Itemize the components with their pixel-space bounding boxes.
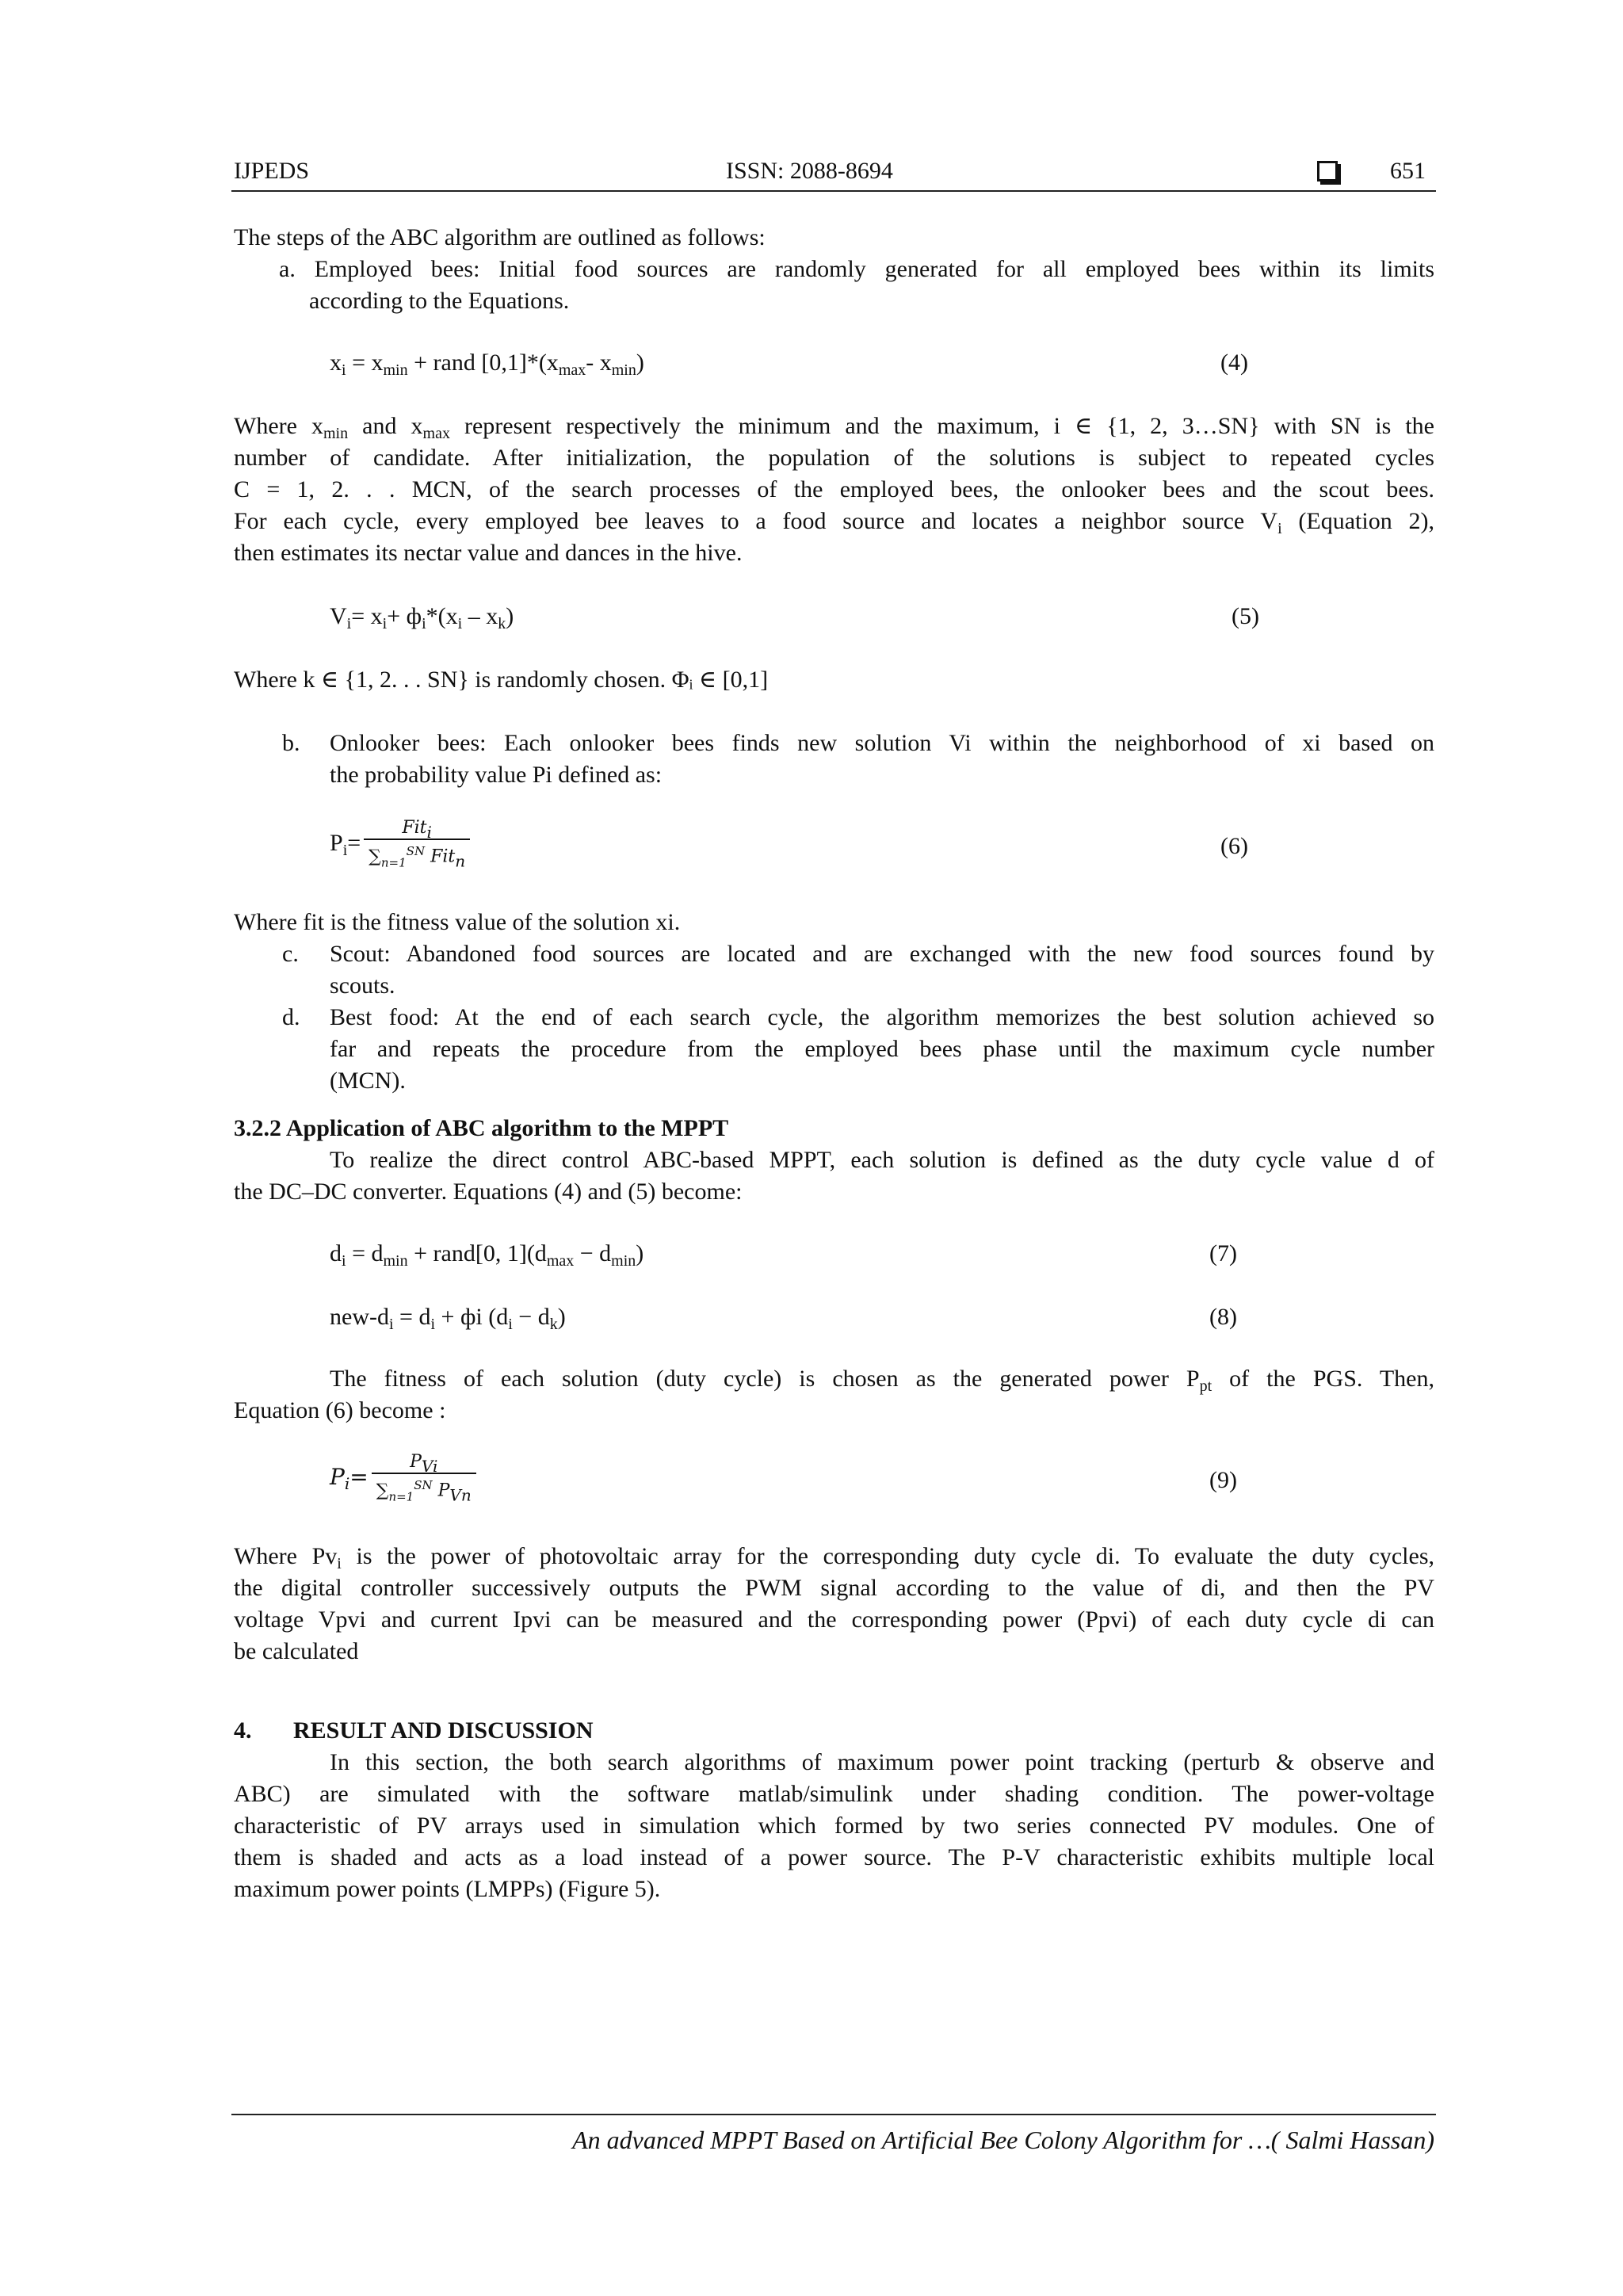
section-4-heading: RESULT AND DISCUSSION [293, 1717, 594, 1744]
square-bullet-icon [1317, 161, 1338, 181]
step-d-line-1: Best food: At the end of each search cycle, the algorithm memorizes the best solution achieved so [330, 1004, 1434, 1030]
equation-5-number: (5) [1232, 603, 1259, 629]
equation-4-number: (4) [1220, 350, 1248, 376]
pv-b: is the power of photovoltaic array for the corresponding duty cycle di. To evaluate the duty cycles, [341, 1543, 1434, 1569]
equation-6: $P_i=$ $\frac{Fit_i}{\sum_{n=1}^{SN} Fit_n}$ [330, 818, 470, 868]
step-c-marker: c. [282, 941, 299, 967]
equation-4: $x_i = x_{min}$ + rand $[0,1]*(x_{max}-$ $x_{min}$) [330, 350, 644, 379]
step-d-line-2: far and repeats the procedure from the employed bees phase until the maximum cycle number [330, 1036, 1434, 1062]
line4-a: For each cycle, every employed bee leaves to a food source and locates a neighbor source V [234, 508, 1278, 534]
page-number: 651 [1390, 158, 1426, 184]
header-rule [231, 190, 1436, 192]
fitness-b: of the PGS. Then, [1212, 1366, 1434, 1392]
equation-8-number: (8) [1209, 1304, 1237, 1330]
step-a-line-2: according to the Equations. [309, 288, 570, 314]
fitness-a: The fitness of each solution (duty cycle) is chosen as the generated power P [330, 1366, 1200, 1392]
section-4-line-2: ABC) are simulated with the software matlab/simulink under shading condition. The power-voltage [234, 1781, 1434, 1807]
section-322-line-2: the DC–DC converter. Equations (4) and (5) become: [234, 1179, 743, 1205]
where-para-1-line-5: then estimates its nectar value and dances in the hive. [234, 540, 743, 566]
where-text-c: represent respectively the minimum and the maximum, i ∈ {1, 2, 3…SN} with SN is the [449, 413, 1434, 439]
pv-para-line-3: voltage Vpvi and current Ipvi can be measured and the corresponding power (Ppvi) of each duty cycle di can [234, 1606, 1434, 1633]
where-para-1-line-1 [234, 411, 1434, 442]
intro-text: The steps of the ABC algorithm are outlined as follows: [234, 224, 766, 250]
fitness-para-line-1 [330, 1363, 1434, 1395]
pv-sub: i [337, 1555, 342, 1572]
line4-sub: i [1277, 520, 1282, 537]
pv-a: Where Pv [234, 1543, 338, 1569]
step-c-line-2: scouts. [330, 972, 395, 999]
fitness-sub: pt [1199, 1377, 1212, 1395]
step-b-marker: b. [282, 730, 300, 756]
line4-b: (Equation 2), [1281, 508, 1434, 534]
step-b-line-2: the probability value Pi defined as: [330, 762, 663, 788]
where-para-1-line-2: number of candidate. After initialization, the population of the solutions is subject to repeated cycles [234, 445, 1434, 471]
where-para-1-line-4 [234, 506, 1434, 537]
where-sub-min: min [323, 425, 349, 442]
equation-7-number: (7) [1209, 1240, 1237, 1266]
section-4-line-4: them is shaded and acts as a load instead of a power source. The P-V characteristic exhibits multiple local [234, 1844, 1434, 1870]
running-title: An advanced MPPT Based on Artificial Bee Colony Algorithm for …( Salmi Hassan) [572, 2126, 1434, 2154]
footer-rule [231, 2114, 1436, 2115]
equation-5: $V_i= x_i+ ф_i*(x_i - x_k)$ [330, 603, 514, 632]
where-text-a: Where x [234, 413, 323, 439]
journal-name: IJPEDS [234, 158, 310, 184]
equation-9-number: (9) [1209, 1467, 1237, 1493]
where-para-2: Where k ∈ {1, 2. . . SN} is randomly chosen. Φᵢ ∈ [0,1] [234, 667, 769, 693]
equation-6-number: (6) [1220, 833, 1248, 859]
pv-para-line-2: the digital controller successively outputs the PWM signal according to the value of di, and then the PV [234, 1575, 1434, 1601]
fitness-para-line-2: Equation (6) become : [234, 1397, 446, 1423]
section-4-line-5: maximum power points (LMPPs) (Figure 5). [234, 1876, 661, 1902]
where-sub-max: max [422, 425, 450, 442]
step-b-line-1: Onlooker bees: Each onlooker bees finds new solution Vi within the neighborhood of xi based on [330, 730, 1434, 756]
section-4-line-1: In this section, the both search algorithms of maximum power point tracking (perturb & observe and [330, 1749, 1434, 1775]
issn: ISSN: 2088-8694 [726, 158, 893, 184]
step-a-line-1: a. Employed bees: Initial food sources are randomly generated for all employed bees within its limits [279, 256, 1434, 282]
pv-para-line-1 [234, 1541, 1434, 1572]
where-para-3: Where fit is the fitness value of the solution xi. [234, 909, 681, 935]
step-d-line-3: (MCN). [330, 1068, 406, 1094]
where-text-b: and x [348, 413, 423, 439]
equation-7: $d_i = d_{min}$ + rand[0, $1](d_{max} - d_{min})$ [330, 1240, 644, 1270]
section-322-heading: 3.2.2 Application of ABC algorithm to the MPPT [234, 1115, 729, 1141]
equation-8: new-$d_i = d_i$ + фi $(d_i - d_k)$ [330, 1304, 566, 1333]
pv-para-line-4: be calculated [234, 1638, 359, 1664]
section-4-number: 4. [234, 1717, 252, 1744]
where-para-1-line-3: C = 1, 2. . . MCN, of the search processes of the employed bees, the onlooker bees and the scout bees. [234, 476, 1434, 502]
section-4-line-3: characteristic of PV arrays used in simulation which formed by two series connected PV modules. One of [234, 1813, 1434, 1839]
step-c-line-1: Scout: Abandoned food sources are located and are exchanged with the new food sources found by [330, 941, 1434, 967]
section-322-line-1: To realize the direct control ABC-based MPPT, each solution is defined as the duty cycle value d of [330, 1147, 1434, 1173]
step-d-marker: d. [282, 1004, 300, 1030]
equation-9: $P_i=$ $\frac{P_{Vi}}{\sum_{n=1}^{SN} P_{Vn}}$ [330, 1452, 476, 1502]
